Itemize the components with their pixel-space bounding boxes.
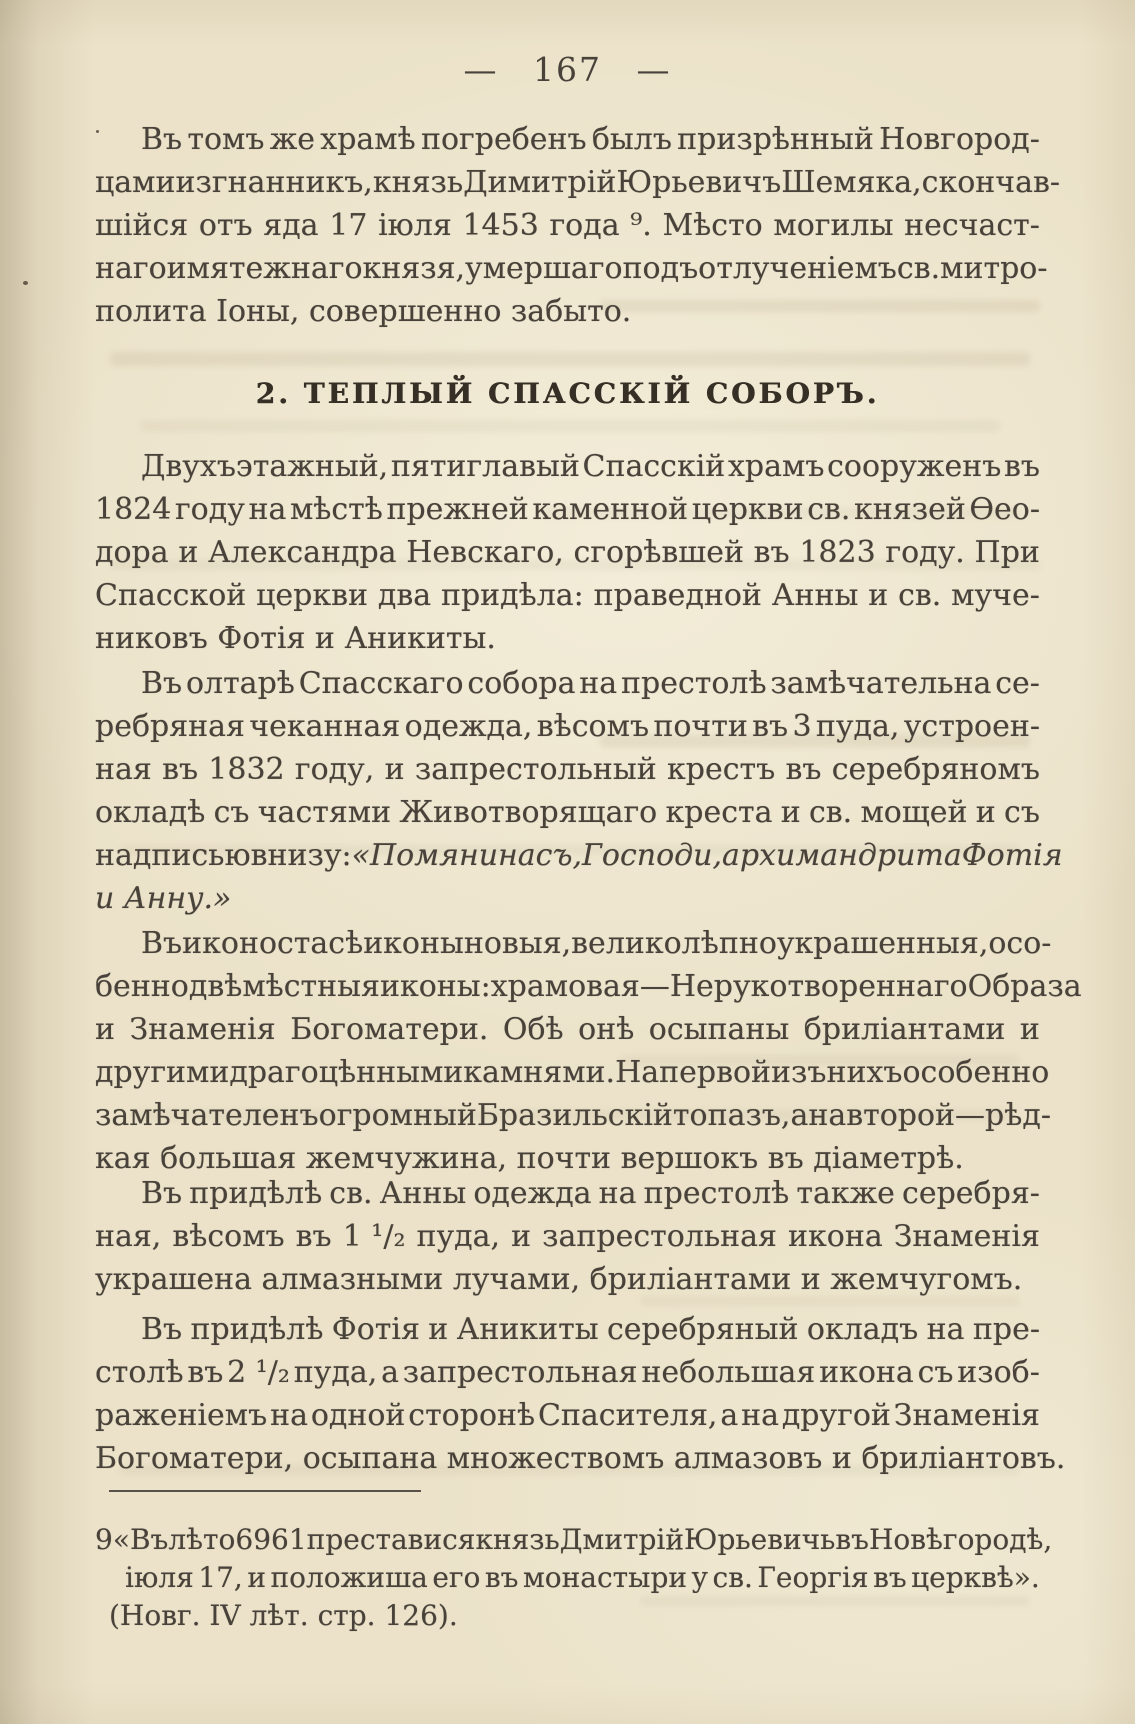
text-line (95, 965, 1082, 1008)
word: окладѣ (95, 795, 206, 830)
text-line (95, 834, 1063, 877)
word: Въ (141, 122, 183, 157)
word: въ (835, 1523, 869, 1556)
word: отлученіемъ (698, 251, 897, 286)
word: огромный (318, 1098, 477, 1133)
word: бенно (95, 969, 189, 1004)
text-line (95, 1094, 1051, 1137)
word: Спасской (95, 578, 247, 613)
word: архимандрита (722, 838, 962, 873)
text-line (95, 705, 1040, 748)
word: пре- (972, 1312, 1040, 1347)
word: 1824 (95, 492, 172, 527)
word: Новгород- (879, 122, 1040, 157)
word: также (796, 1176, 895, 1211)
word: въ (873, 1561, 907, 1594)
word: икона (788, 1219, 883, 1254)
word: Невскаго, (406, 535, 564, 570)
word: въ (753, 535, 790, 570)
word: небольшая (641, 1355, 816, 1390)
word: другими (95, 1055, 230, 1090)
word: Спасскій (582, 449, 726, 484)
text-segment: полита Іоны, совершенно забыто. (95, 294, 632, 329)
word: наго (95, 251, 167, 286)
word: отъ (198, 208, 253, 243)
word: изъ (771, 1055, 827, 1090)
word: пятиглавый (390, 449, 580, 484)
word: храмовая (490, 969, 640, 1004)
text-line (95, 161, 1061, 204)
word: ная (95, 752, 152, 787)
text-block (95, 0, 1082, 1724)
word: серебря- (902, 1176, 1040, 1211)
word: 1 ¹/₂ (342, 1219, 406, 1254)
paragraph (95, 662, 1063, 920)
word: іюля (125, 1561, 194, 1594)
word: съ (917, 1355, 954, 1390)
word: 3 (792, 709, 812, 744)
word: — (955, 1098, 986, 1133)
word: призрѣнный (677, 122, 874, 157)
word: первой (659, 1055, 772, 1090)
word: серебряномъ (831, 752, 1040, 787)
word: въ (484, 1561, 519, 1594)
word: а (720, 1398, 739, 1433)
text-line (95, 662, 1040, 705)
word: на (808, 1098, 847, 1133)
word: «Въ (112, 1523, 169, 1556)
text-line (95, 488, 1040, 531)
word: На (615, 1055, 660, 1090)
word: и (868, 578, 889, 613)
word: Мѣсто (662, 208, 763, 243)
word: «Помяни (351, 838, 499, 873)
word: частями (257, 795, 392, 830)
word: второй (846, 1098, 956, 1133)
word: года (549, 208, 620, 243)
word: каменной (532, 492, 689, 527)
word: топазъ, (672, 1098, 791, 1133)
word: сооруженъ (827, 449, 1002, 484)
footnote-rule (109, 1490, 421, 1492)
text-line (95, 531, 1040, 574)
footnote-line (95, 1559, 1040, 1597)
word: осыпаны (648, 1012, 790, 1047)
word: и (384, 752, 405, 787)
word: особенно (902, 1055, 1050, 1090)
word: одежда, (404, 709, 533, 744)
word: иконы (363, 926, 464, 961)
word: прежней (386, 492, 529, 527)
word: Двухъэтажный, (141, 449, 389, 484)
word: замѣчателенъ (95, 1098, 319, 1133)
word: году. (885, 535, 965, 570)
word: на (926, 1312, 965, 1347)
word: князь (475, 1523, 560, 1556)
word: въ (295, 1219, 332, 1254)
word: и (178, 535, 199, 570)
word: вѣсомъ (536, 709, 650, 744)
word: сторонѣ (408, 1398, 536, 1433)
word: и (428, 1312, 449, 1347)
word: Георгія (757, 1561, 869, 1594)
word: Александра (208, 535, 397, 570)
word: драгоцѣнными (229, 1055, 464, 1090)
word: Юрьевичъ (616, 165, 782, 200)
paragraph (95, 1172, 1040, 1301)
word: украшенныя, (776, 926, 989, 961)
word: скончав- (921, 165, 1061, 200)
word: другой (781, 1398, 891, 1433)
text-line (95, 445, 1040, 488)
word: и (1019, 1012, 1040, 1047)
word: мятежнаго (186, 251, 363, 286)
word: іюля (378, 208, 452, 243)
word: 1823 (799, 535, 876, 570)
word: ная, (95, 1219, 162, 1254)
word: придѣлѣ (189, 1176, 323, 1211)
text-segment: украшена алмазными лучами, бриліантами и жемчугомъ. (95, 1262, 1023, 1297)
word: былъ (591, 122, 672, 157)
word: новыя, (463, 926, 572, 961)
word: Господи, (582, 838, 722, 873)
word: князь (372, 165, 464, 200)
word: муче- (951, 578, 1040, 613)
word: его (432, 1561, 481, 1594)
word: церкви (256, 578, 368, 613)
word: могилы (773, 208, 894, 243)
word: иконы: (379, 969, 491, 1004)
word: погребенъ (420, 122, 587, 157)
word: мѣстныя (242, 969, 380, 1004)
word: на (579, 666, 618, 701)
word: устроен- (903, 709, 1040, 744)
word: запрестольная (402, 1355, 638, 1390)
word: церквѣ». (911, 1561, 1040, 1594)
word: св. (896, 251, 941, 286)
word: и (780, 795, 801, 830)
word: св. (898, 578, 942, 613)
text-line (95, 748, 1040, 791)
word: св. (807, 492, 851, 527)
text-line (95, 290, 1040, 333)
word: цами (95, 165, 176, 200)
text-segment: (Новг. IV лѣт. стр. 126). (109, 1599, 458, 1632)
word: Димитрій (463, 165, 617, 200)
word: запрестольная (542, 1219, 777, 1254)
paragraph (95, 1308, 1066, 1480)
word: камнями. (463, 1055, 616, 1090)
text-line (95, 1008, 1040, 1051)
word: яда (263, 208, 319, 243)
word: онѣ (578, 1012, 635, 1047)
word: св. (808, 795, 853, 830)
paragraph (95, 445, 1040, 660)
text-line (95, 877, 1040, 920)
text-line (95, 791, 1040, 834)
word: бриліантами (803, 1012, 1006, 1047)
word: дора (95, 535, 169, 570)
word: столѣ (95, 1355, 184, 1390)
word: великолѣпно (571, 926, 777, 961)
word: храмъ (727, 449, 825, 484)
word: храмѣ (320, 122, 416, 157)
word: придѣла: (440, 578, 584, 613)
word: а (381, 1355, 399, 1390)
word: внизу: (250, 838, 352, 873)
word: надписью (95, 838, 251, 873)
text-line (95, 1394, 1040, 1437)
word: собора (467, 666, 576, 701)
word: Дмитрій (559, 1523, 685, 1556)
word: олтарѣ (185, 666, 295, 701)
word: При (974, 535, 1040, 570)
text-line (95, 1051, 1050, 1094)
word: запрестольный (414, 752, 657, 787)
word: изоб- (957, 1355, 1040, 1390)
word: пуда, (815, 709, 900, 744)
text-line (95, 1258, 1040, 1301)
word: въ (162, 752, 199, 787)
word: Нерукотвореннаго (669, 969, 968, 1004)
word: на (270, 1398, 308, 1433)
footnote-line (95, 1521, 1053, 1559)
word: въ (752, 709, 789, 744)
word: престолѣ (621, 666, 767, 701)
word: на (598, 1176, 637, 1211)
word: Спасскаго (298, 666, 464, 701)
word: Въ (141, 1312, 183, 1347)
word: на (248, 492, 287, 527)
word: на (741, 1398, 779, 1433)
word: вѣсомъ (172, 1219, 285, 1254)
word: году (174, 492, 245, 527)
word: чеканная (249, 709, 401, 744)
word: 9 (95, 1523, 113, 1556)
word: осо- (988, 926, 1052, 961)
text-line (95, 617, 1040, 660)
word: изгнанникъ, (175, 165, 373, 200)
word: шійся (95, 208, 189, 243)
word: Знаменія (893, 1398, 1040, 1433)
word: Въ (141, 666, 183, 701)
word: 17, (198, 1561, 243, 1594)
word: иконостасѣ (182, 926, 364, 961)
word: Анны (379, 1176, 467, 1211)
word: Новѣгородѣ, (868, 1523, 1053, 1556)
text-line (95, 922, 1052, 965)
word: умершаго (465, 251, 623, 286)
text-line (95, 1172, 1040, 1215)
word: ⁹. (630, 208, 652, 243)
word: Знаменія (129, 1012, 276, 1047)
word: се- (995, 666, 1040, 701)
word: съ (213, 795, 250, 830)
word: томъ (187, 122, 265, 157)
word: мощей (860, 795, 968, 830)
word: Обѣ (502, 1012, 564, 1047)
word: пуда, (293, 1355, 378, 1390)
word: Шемяка, (781, 165, 922, 200)
page-number: — 167 — (463, 50, 672, 89)
word: Животворящаго (399, 795, 658, 830)
word: рѣд- (985, 1098, 1051, 1133)
word: мѣстѣ (289, 492, 383, 527)
word: — (639, 969, 670, 1004)
word: 1453 (462, 208, 539, 243)
text-line (95, 1351, 1040, 1394)
word: и (247, 1561, 266, 1594)
word: крестъ (667, 752, 776, 787)
word: въ (1003, 449, 1040, 484)
text-segment: никовъ Фотія и Аникиты. (95, 621, 496, 656)
word: несчаст- (904, 208, 1040, 243)
word: Анны (771, 578, 859, 613)
ink-speck (23, 281, 28, 285)
text-segment: Богоматери, осыпана множествомъ алмазовъ и бриліантовъ. (95, 1441, 1066, 1476)
word: и (166, 251, 187, 286)
word: митро- (940, 251, 1048, 286)
text-line (95, 118, 1040, 161)
word: нихъ (826, 1055, 903, 1090)
footnote-line (95, 1597, 1040, 1635)
text-line (95, 1437, 1066, 1480)
word: праведной (593, 578, 762, 613)
word: Въ (141, 926, 183, 961)
word: Знаменія (893, 1219, 1040, 1254)
word: Въ (141, 1176, 183, 1211)
word: Фотія (961, 838, 1063, 873)
word: креста (665, 795, 773, 830)
word: двѣ (188, 969, 243, 1004)
word: съ (1004, 795, 1040, 830)
word: замѣчательна (770, 666, 992, 701)
word: церкви (691, 492, 804, 527)
word: князя, (362, 251, 466, 286)
paragraph (95, 922, 1082, 1180)
word: и (95, 1012, 115, 1047)
word: одежда (473, 1176, 592, 1211)
text-segment: кая большая жемчужина, почти вершокъ въ діаметрѣ. (95, 1141, 964, 1176)
word: раженіемъ (95, 1398, 268, 1433)
word: преставися (306, 1523, 476, 1556)
word: въ (187, 1355, 224, 1390)
word: 2 ¹/₂ (227, 1355, 290, 1390)
word: лѣто (168, 1523, 236, 1556)
word: престолѣ (643, 1176, 790, 1211)
word: 17 (329, 208, 368, 243)
word: 6961 (235, 1523, 307, 1556)
section-heading: 2. ТЕПЛЫЙ СПАССКІЙ СОБОРЪ. (255, 377, 880, 410)
word: почти (653, 709, 748, 744)
word: же (269, 122, 316, 157)
word: Богоматери. (290, 1012, 489, 1047)
text-line (95, 247, 1048, 290)
word: придѣлѣ (190, 1312, 324, 1347)
word: подъ (622, 251, 699, 286)
word: серебряный (606, 1312, 799, 1347)
text-line (95, 1215, 1040, 1258)
word: и (975, 795, 996, 830)
word: 1832 (208, 752, 285, 787)
text-line (95, 204, 1040, 247)
word: два (377, 578, 432, 613)
word: у (691, 1561, 709, 1594)
word: св. (329, 1176, 373, 1211)
paragraph (95, 118, 1061, 333)
word: икона (819, 1355, 914, 1390)
word: св. (712, 1561, 753, 1594)
word: Юрьевичь (684, 1523, 836, 1556)
word: а (790, 1098, 809, 1133)
word: ребряная (95, 709, 245, 744)
word: въ (785, 752, 822, 787)
word: Фотія (331, 1312, 420, 1347)
word: Образа (967, 969, 1082, 1004)
word: Спасителя, (537, 1398, 718, 1433)
word: и (511, 1219, 532, 1254)
text-line (95, 1308, 1040, 1351)
word: пуда, (416, 1219, 501, 1254)
word: Бразильскій (476, 1098, 673, 1133)
text-line (95, 574, 1040, 617)
word: монастыри (523, 1561, 688, 1594)
word: году, (294, 752, 375, 787)
footnote (95, 1521, 1053, 1635)
word: насъ, (498, 838, 583, 873)
word: Аникиты (456, 1312, 599, 1347)
word: Ѳео- (969, 492, 1040, 527)
word: сгорѣвшей (573, 535, 744, 570)
text-segment: и Анну.» (95, 881, 232, 916)
word: одной (310, 1398, 406, 1433)
word: князей (854, 492, 966, 527)
word: окладъ (806, 1312, 919, 1347)
word: положиша (270, 1561, 428, 1594)
